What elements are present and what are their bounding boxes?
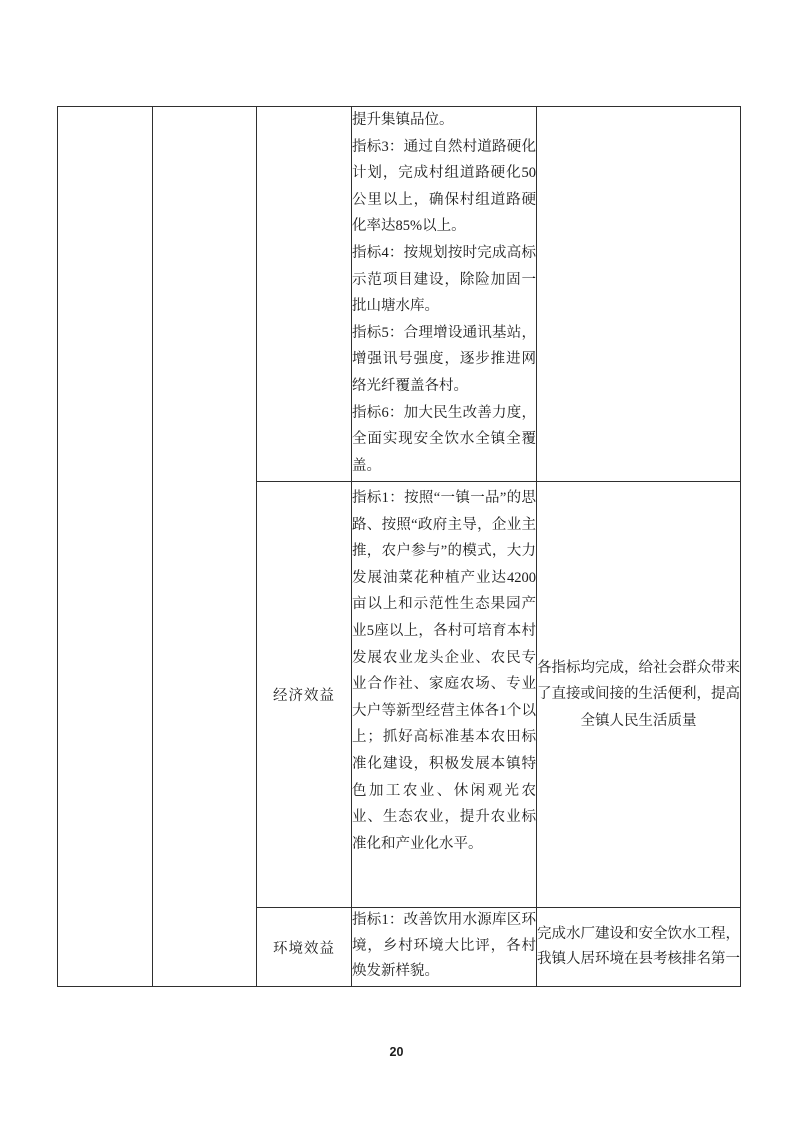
indicator-paragraph: 指标1：改善饮用水源库区环境，乡村环境大比评，各村焕发新样貌。 <box>352 912 536 979</box>
empty-merged-cell-2 <box>153 107 257 987</box>
benefits-table <box>57 106 741 987</box>
indicator-paragraph: 指标6：加大民生改善力度，全面实现安全饮水全镇全覆盖。 <box>352 404 536 474</box>
page-number: 20 <box>389 1045 404 1059</box>
result-cell: 各指标均完成，给社会群众带来了直接或间接的生活便利，提高全镇人民生活质量 <box>537 482 741 908</box>
indicator-paragraph: 指标5：合理增设通讯基站，增强讯号强度，逐步推进网络光纤覆盖各村。 <box>352 324 536 394</box>
result-cell <box>537 107 741 482</box>
indicators-cell <box>352 482 537 908</box>
indicator-paragraph: 提升集镇品位。 <box>352 112 454 128</box>
indicator-paragraph: 指标3：通过自然村道路硬化计划，完成村组道路硬化50公里以上，确保村组道路硬化率达85%以上。 <box>352 138 536 235</box>
table-row-continuation <box>58 107 741 482</box>
benefit-label-cell <box>257 107 352 482</box>
indicators-cell <box>352 908 537 987</box>
indicator-paragraph: 指标4：按规划按时完成高标示范项目建设，除险加固一批山塘水库。 <box>352 244 536 315</box>
indicators-cell <box>352 107 537 482</box>
indicator-paragraph: 指标1：按照“一镇一品”的思路、按照“政府主导，企业主推，农户参与”的模式，大力发展油菜花种植产业达4200亩以上和示范性生态果园产业5座以上，各村可培育本村发展农业龙头企业、农民专业合作社、家庭农场、专业大户等新型经营主体各1个以上；抓好高标准基本农田标准化建设，积极发展本镇特色加工农业、休闲观光农业、生态农业，提升农业标准化和产业化水平。 <box>352 490 536 852</box>
benefit-label-cell: 经济效益 <box>257 482 352 908</box>
result-cell: 完成水厂建设和安全饮水工程，我镇人居环境在县考核排名第一 <box>537 908 741 987</box>
empty-merged-cell-1 <box>58 107 153 987</box>
benefit-label-cell: 环境效益 <box>257 908 352 987</box>
